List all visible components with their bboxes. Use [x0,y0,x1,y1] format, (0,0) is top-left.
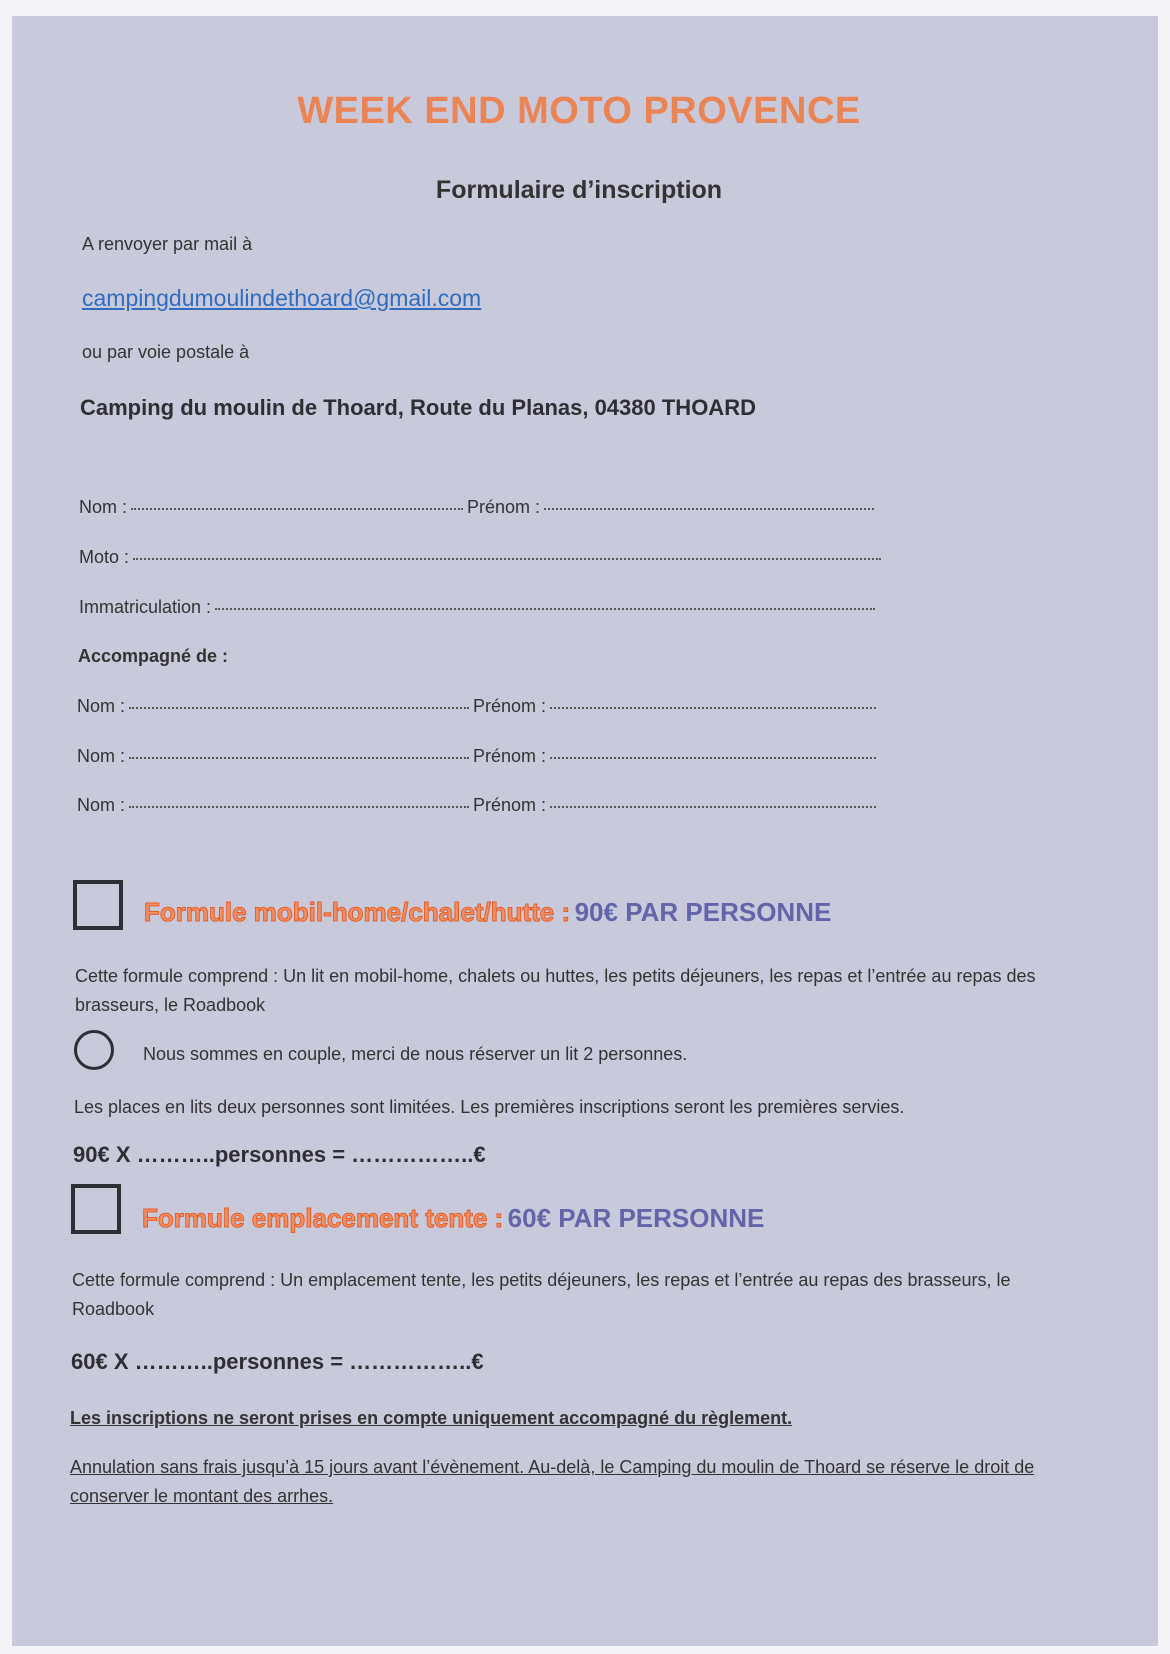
payment-notice: Les inscriptions ne seront prises en compte uniquement accompagné du règlement. [70,1408,793,1428]
page-title: WEEK END MOTO PROVENCE [297,90,861,132]
companion-row [77,696,880,717]
postal-address: Camping du moulin de Thoard, Route du Planas, 04380 THOARD [80,395,756,420]
limited-places-note: Les places en lits deux personnes sont limitées. Les premières inscriptions seront les premières servies. [74,1097,905,1117]
companion-prenom-input-line[interactable] [550,805,876,808]
companion-prenom-label: Prénom : [473,795,547,815]
mobil-home-price-calculation: 90€ X ………..personnes = ……………..€ [73,1142,486,1167]
companion-nom-input-line[interactable] [129,805,469,808]
companion-nom-label: Nom : [77,746,126,766]
companion-nom-label: Nom : [77,696,126,716]
cancellation-notice: Annulation sans frais jusqu’à 15 jours avant l’évènement. Au-delà, le Camping du moulin de Thoard se réserve le droit de conserver le montant des arrhes. [70,1457,1035,1506]
mobil-home-formula-price: 90€ PAR PERSONNE [574,897,832,927]
immatriculation-input-line[interactable] [215,607,875,610]
companions-heading: Accompagné de : [78,646,229,666]
moto-label: Moto : [79,547,130,567]
companion-prenom-label: Prénom : [473,746,547,766]
companion-nom-input-line[interactable] [129,756,469,759]
companion-prenom-label: Prénom : [473,696,547,716]
form-subtitle: Formulaire d’inscription [435,176,723,204]
name-field-row [79,497,878,518]
send-by-post-label: ou par voie postale à [82,342,250,362]
tent-formula-checkbox[interactable] [71,1184,121,1234]
prenom-label: Prénom : [467,497,541,517]
send-by-mail-label: A renvoyer par mail à [82,234,253,254]
immatriculation-field-row [79,597,879,618]
tent-formula-name: Formule emplacement tente : [142,1203,504,1233]
mobil-home-formula-name: Formule mobil-home/chalet/hutte : [144,897,571,927]
prenom-input-line[interactable] [544,507,874,510]
companion-nom-input-line[interactable] [129,706,469,709]
nom-label: Nom : [79,497,128,517]
companion-row [77,746,880,767]
form-sheet [12,16,1158,1646]
companion-nom-label: Nom : [77,795,126,815]
mobil-home-formula-checkbox[interactable] [73,880,123,930]
mobil-home-formula-heading [144,897,831,928]
couple-bed-label: Nous sommes en couple, merci de nous réserver un lit 2 personnes. [143,1044,688,1064]
immatriculation-label: Immatriculation : [79,597,212,617]
tent-formula-heading [142,1203,764,1234]
moto-input-line[interactable] [133,557,881,560]
moto-field-row [79,547,885,568]
nom-input-line[interactable] [131,507,463,510]
tent-formula-description: Cette formule comprend : Un emplacement tente, les petits déjeuners, les repas et l’entrée au repas des brasseurs, le Roadbook [72,1270,1011,1319]
companion-prenom-input-line[interactable] [550,706,876,709]
tent-formula-price: 60€ PAR PERSONNE [507,1203,765,1233]
email-link[interactable]: campingdumoulindethoard@gmail.com [82,285,482,311]
tent-price-calculation: 60€ X ………..personnes = ……………..€ [71,1349,484,1374]
mobil-home-formula-description: Cette formule comprend : Un lit en mobil-home, chalets ou huttes, les petits déjeuners, les repas et l’entrée au repas des brasseurs, le Roadbook [75,966,1036,1015]
companion-prenom-input-line[interactable] [550,756,876,759]
couple-bed-radio[interactable] [74,1030,114,1070]
companion-row [77,795,880,816]
